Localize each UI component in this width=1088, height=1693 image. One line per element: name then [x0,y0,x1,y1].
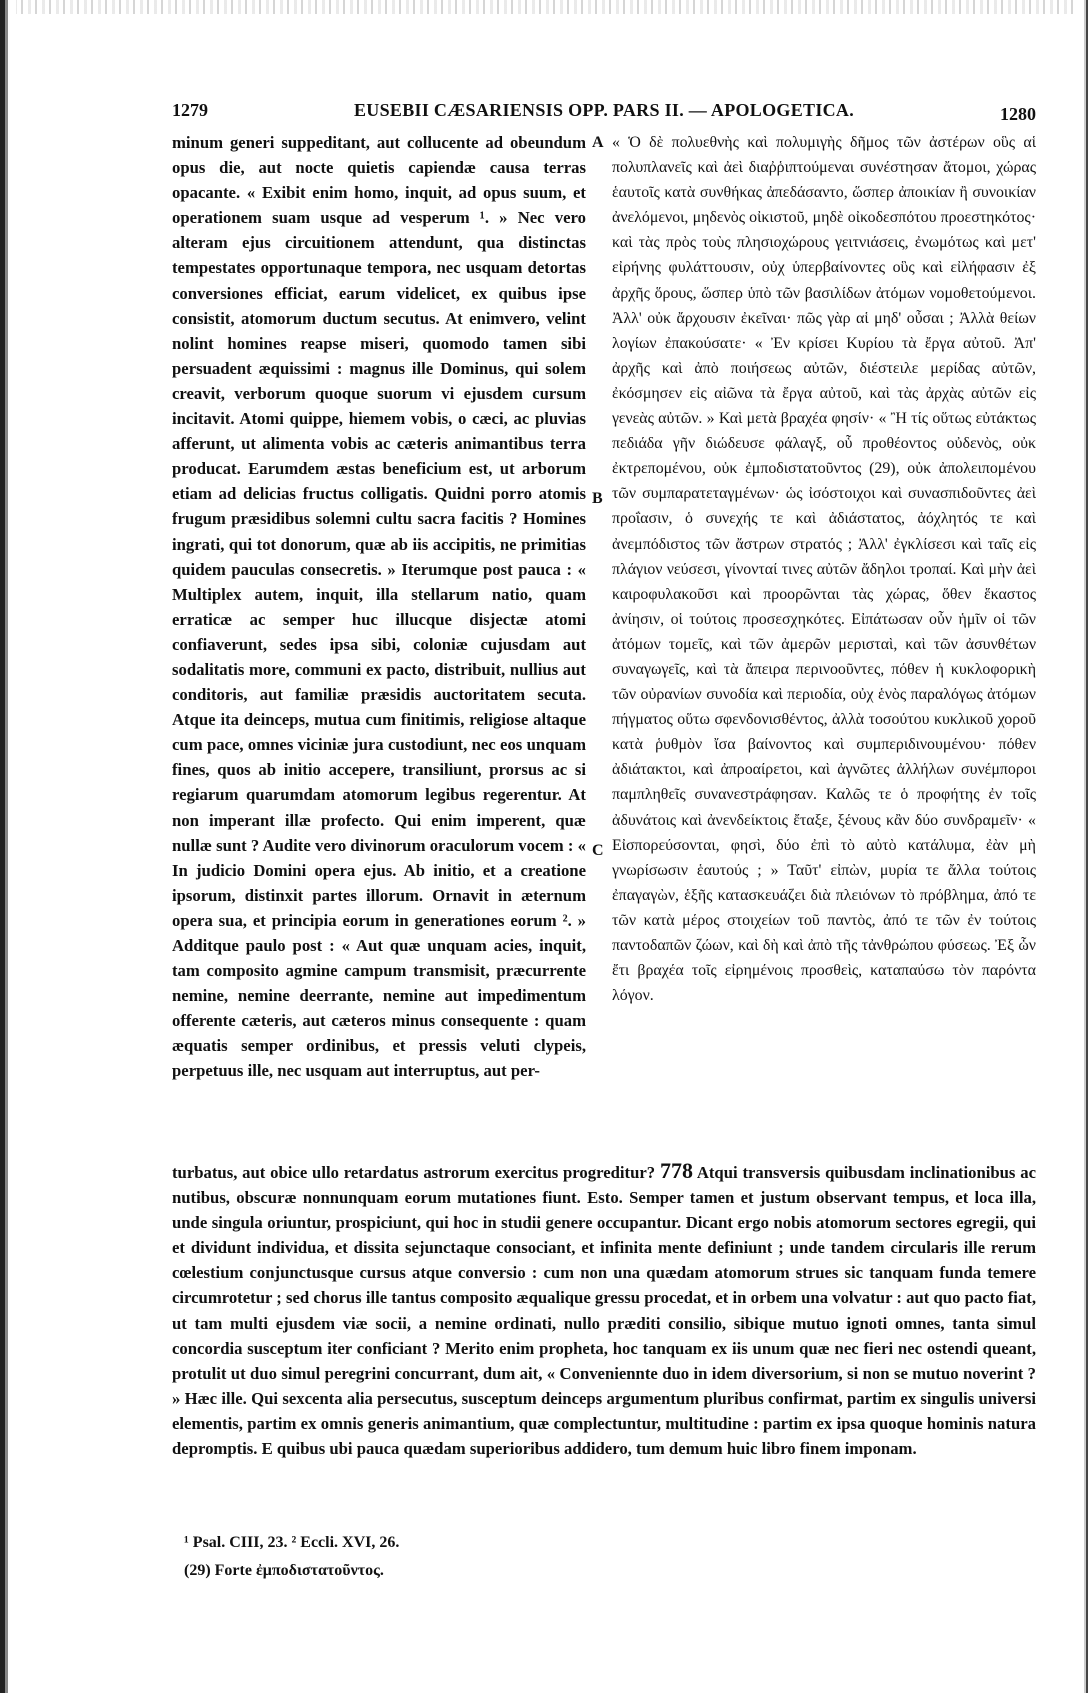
margin-letter-a: A [592,134,604,151]
full-width-text-before: turbatus, aut obice ullo retardatus astrorum exercitus progreditur? [172,1163,656,1182]
footnote-references: ¹ Psal. CIII, 23. ² Eccli. XVI, 26. [184,1534,400,1551]
latin-column: minum generi suppeditant, aut collucente ad obeundum opus die, aut nocte quietis capiendæ causa terras opacante. « Exibit enim homo, inquit, ad opus suum, et operationem suam usque ad vesperum ¹. » Nec vero alteram ejus circuitionem attendunt, qua distinctas tempestates opportunaque tempora, nec usquam detortas conversiones efficiat, earum videlicet, ex quibus ipse consistit, atomorum ductum secutus. At enimvero, velint nolint homines reapse miseri, quomodo tamen sibi persuadent æquissimi : magnus ille Dominus, qui solem creavit, verborum quoque suorum vi ejusdem cursum incitavit. Atomi quippe, hiemem vobis, o cæci, ac pluvias afferunt, ut alimenta vobis ac cæteris animantibus terra producat. Earumdem æstas beneficium est, ut arborum etiam ad delicias fructus colligatis. Quidni porro atomis frugum præsidibus solemni cultu sacra facitis ? Homines ingrati, qui tot donorum, quæ ab iis accipitis, ne primitias quidem pauculas consecretis. » Iterumque post pauca : « Multiplex autem, inquit, illa stellarum natio, quam erraticæ ac semper huc illucque disjectæ atomi confiaverunt, sedes ipsa sibi, coloniæ cujusdam aut sodalitatis more, communi ex pacto, distribuit, nullius aut conditoris, aut familiæ præsidis auctoritatem secuta. Atque ita deinceps, mutua cum finitimis, religiose altaque cum pace, omnes viciniæ jura custodiunt, nec eos unquam fines, quos ab initio accepere, transiliunt, prorsus ac si regiarum quarumdam atomorum legibus regerentur. At non imperant illæ profecto. Qui enim imperent, quæ nullæ sunt ? Audite vero divinorum oraculorum vocem : « In judicio Domini opera ejus. Ab initio, et a creatione ipsorum, distinxit partes illorum. Ornavit in æternum opera sua, et principia eorum in generationes eorum ². » Additque paulo post : « Aut quæ unquam acies, inquit, tam composito agmine campum transmisit, præcurrente nemine, nemine deerrante, nemine aut impedimentum offerente cæteris, aut cæteros minus consequente : quam æquatis semper ordinibus, et pressis veluti clypeis, perpetuus ille, nec usquam aut interruptus, aut per- [172,133,586,1081]
running-title: EUSEBII CÆSARIENSIS OPP. PARS II. — APOLOGETICA. [354,100,855,120]
greek-column: « Ὁ δὲ πολυεθνὴς καὶ πολυμιγὴς δῆμος τῶν ἀστέρων οὓς αἱ πολυπλανεῖς καὶ ἀεὶ διαῤῥιπτούμεναι συνέστησαν ἄτομοι, χώρας ἑαυτοῖς κατὰ συνθήκας ἀπεδάσαντο, ὥσπερ ἀποικίαν ἢ συνοικίαν ἀνελόμενοι, μηδενὸς οἰκιστοῦ, μηδὲ οἰκοδεσπότου προεστηκότος· καὶ τὰς πρὸς τοὺς πλησιοχώρους γειτνιάσεις, ἐνωμότως καὶ μετ' εἰρήνης φυλάττουσιν, οὐχ ὑπερβαίνοντες οὓς καὶ εἰλήφασιν ἐξ ἀρχῆς ὅρους, ὥσπερ ὑπὸ τῶν βασιλίδων ἀτόμων νομοθετούμενοι. Ἀλλ' οὐκ ἄρχουσιν ἐκεῖναι· πῶς γὰρ αἱ μηδ' οὖσαι ; Ἀλλὰ θείων λογίων ἐπακούσατε· « Ἐν κρίσει Κυρίου τὰ ἔργα αὐτοῦ. Ἀπ' ἀρχῆς καὶ ἀπὸ ποιήσεως αὐτῶν, διέστειλε μερίδας αὐτῶν, ἐκόσμησεν εἰς αἰῶνα τὰ ἔργα αὐτοῦ, καὶ τὰς ἀρχὰς αὐτῶν εἰς γενεὰς αὐτῶν. » Καὶ μετὰ βραχέα φησίν· « Ἢ τίς οὕτως εὐτάκτως πεδιάδα γῆν διώδευσε φάλαγξ, οὗ προθέοντος οὐδενὸς, οὐκ ἐκτρεπομένου, οὐκ ἐμποδιστατοῦντος (29), οὐκ ἀπολειπομένου τῶν συμπαρατεταγμένων· ὡς ἰσόστοιχοι καὶ συνασπιδοῦντες ἀεὶ προΐασιν, ὁ συνεχής τε καὶ ἀδιάστατος, ἀόχλητός τε καὶ ἀνεμπόδιστος τῶν ἄστρων στρατός ; Ἀλλ' ἐγκλίσεσι καὶ ταῖς εἰς πλάγιον νεύσεσι, γίνονταί τινες αὐτῶν ἄδηλοι τροπαί. Καὶ μὴν ἀεὶ καιροφυλακοῦσι καὶ προορῶνται τὰς χώρας, ὅθεν ἕκαστος ἀνίησιν, οἱ τούτοις προσεσχηκότες. Εἰπάτωσαν οὖν ἡμῖν οἱ τῶν ἀτόμων τομεῖς, καὶ τῶν ἀμερῶν μερισταὶ, καὶ τῶν ἀσυνθέτων συναγωγεῖς, καὶ τὰ ἄπειρα περινοοῦντες, πόθεν ἡ κυκλοφορικὴ τῶν οὐρανίων συνοδία καὶ περιοδία, οὐχ ἑνὸς παραλόγως ἀτόμων πήγματος οὕτω σφενδονισθέντος, ἀλλὰ τοσούτου κυκλικοῦ χοροῦ κατὰ ῥυθμὸν ἴσα βαίνοντος καὶ συμπεριδινουμένου· πόθεν ἀδιάτακτοι, καὶ ἀπροαίρετοι, καὶ ἀγνῶτες ἀλλήλων συνέμποροι παμπληθεῖς συνανεστράφησαν. Καλῶς τε ὁ προφήτης ἐν τοῖς ἀδυνάτοις καὶ ἀνενδείκτοις ἔταξε, ξένους κἂν δύο συνδραμεῖν· « Εἰσπορεύσονται, φησὶ, δύο ἐπὶ τὸ αὐτὸ κατάλυμα, ἐὰν μὴ γνωρίσωσιν ἑαυτούς ; » Ταῦτ' εἰπὼν, μυρία τε ἄλλα τούτοις ἐπαγαγὼν, ἑξῆς κατασκευάζει διὰ πλειόνων τὸ πρόβλημα, ἀπό τε τῶν κατὰ μέρος στοιχείων τοῦ παντὸς, ἀπό τε τῶν ἐν τούτοις παντοδαπῶν ζώων, καὶ δὴ καὶ ἀπὸ τῆς τἀνθρώπου φύσεως. Ἐξ ὧν ἔτι βραχέα τοῖς εἰρημένοις προσθεὶς, καταπαύσω τὸν παρόντα λόγον. [612,134,1036,1005]
scan-edge-left [0,0,16,1693]
scan-edge-right [1078,0,1088,1693]
page-number-left: 1279 [172,100,208,120]
margin-letter-c: C [592,842,604,859]
full-width-paragraph [172,1158,1036,1461]
page-number-right: 1280 [1000,104,1036,124]
column-number: 778 [659,1158,693,1183]
footnote-29: (29) Forte ἐμποδιστατοῦντος. [184,1562,384,1579]
full-width-text-after: Atqui transversis quibusdam inclinationibus ac nutibus, obscuræ nonnunquam eorum mutationes fiunt. Esto. Semper tamen et justum observant tempus, et loca illa, unde singula oriuntur, prospiciunt, qui hoc in studii genere occupantur. Dicant ergo nobis atomorum sectores egregii, qui et dividunt individua, et dissita sejunctaque consociant, et infinita mente definiunt ; unde tandem circularis ille rerum cœlestium conjunctusque cursus atque conversio : cum non una quædam atomorum strues sic tanquam funda temere circumrotetur ; sed chorus ille tantus composito æqualique gressu procedat, et in orbem una volvatur : aut quo pacto fiat, ut tam multi ejusdem viæ socii, a nemine ordinati, nullo præditi consilio, sibique mutuo ignoti omnes, tanta simul concordia susceptum iter conficiant ? Merito enim propheta, hoc tanquam ex iis unum quæ nec fieri nec ostendi queant, protulit ut duo simul peregrini concurrant, dum ait, « Conveniennte duo in idem diversorium, si non se mutuo noverint ? » Hæc ille. Qui sexcenta alia persecutus, susceptum deinceps argumentum pluribus confirmat, partim ex singulis universi elementis, partim ex omnis generis animantium, quæ complectuntur, multitudine : partim ex ipsa quoque hominis natura depromptis. E quibus ubi pauca quædam superioribus addidero, tum demum huic libro finem imponam. [172,1163,1036,1459]
scan-edge-top [0,0,1088,14]
running-header [172,100,1036,126]
margin-letter-b: B [592,490,603,507]
